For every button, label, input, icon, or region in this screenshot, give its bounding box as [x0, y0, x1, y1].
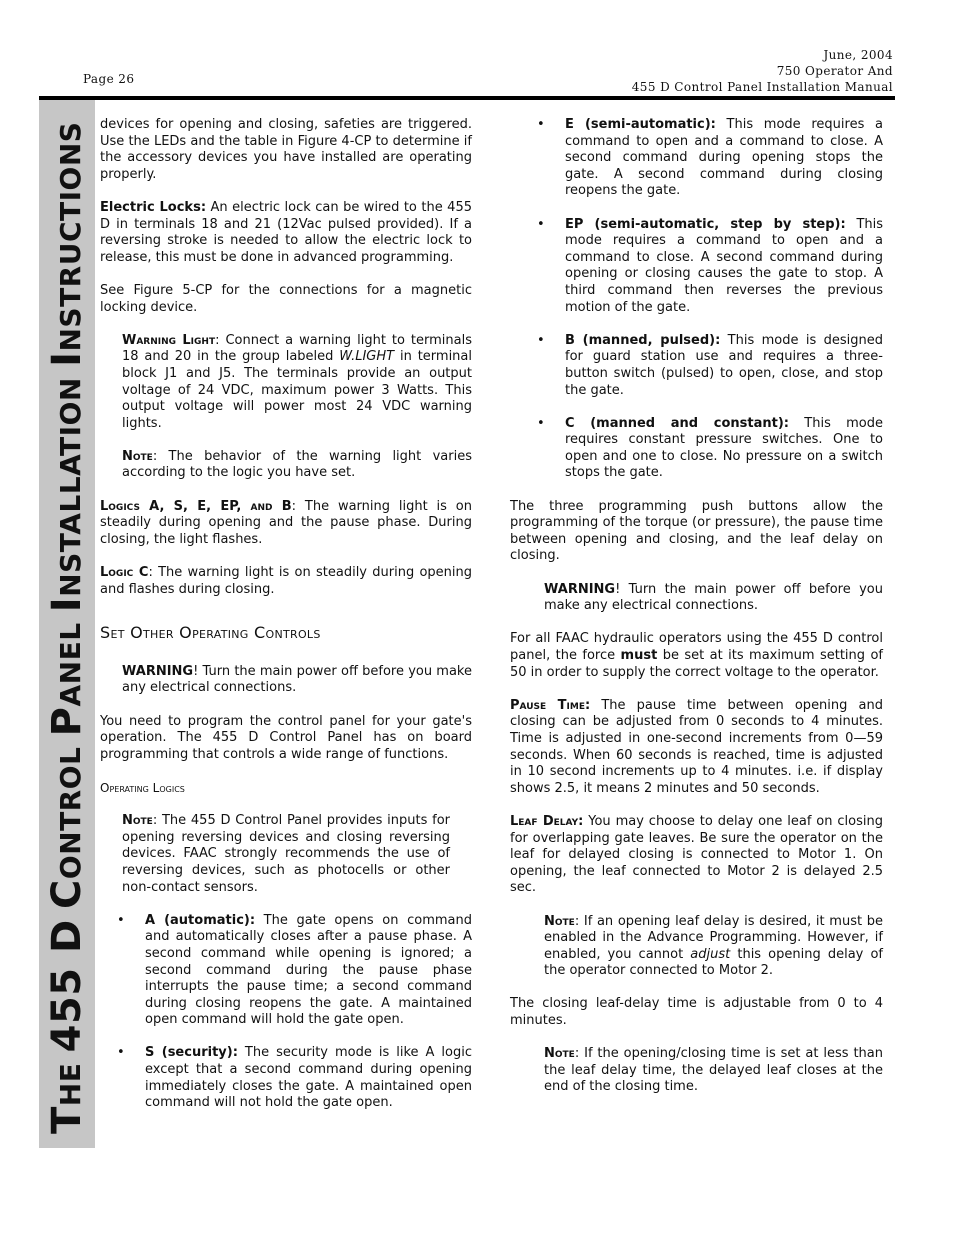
leaf-delay-paragraph: Leaf Delay: You may choose to delay one leaf on closing for overlapping gate leaves. Be sure the operator on the leaf for delayed closing is connected to Motor 1. On opening, the leaf connected to Motor 2 is delayed 2.5 sec.	[510, 813, 883, 896]
bullet-icon: •	[537, 117, 545, 132]
list-item: • EP (semi-automatic, step by step): This mode requires a command to open and a command to close. A second command during opening or closing causes the gate to stop. A third command then reverses the previous motion of the gate.	[537, 216, 884, 315]
list-item: • E (semi-automatic): This mode requires a command to open and a command to close. A second command during opening stops the gate. A second command during closing reopens the gate.	[537, 117, 884, 199]
list-item: • S (security): The security mode is like A logic except that a second command during opening immediately closes the gate. A maintained open command will not hold the gate open.	[117, 1045, 472, 1111]
warning: WARNING! Turn the main power off before you make any electrical connections.	[544, 581, 883, 614]
right-column	[510, 117, 883, 1113]
side-title: THE 455 D CONTROL PANEL INSTALLATION INSTRUCTIONS	[44, 121, 90, 1134]
paragraph-force: For all FAAC hydraulic operators using the 455 D control panel, the force must be set at its maximum setting of 50 in order to supply the correct voltage to the operator.	[510, 631, 883, 680]
paragraph: The closing leaf-delay time is adjustable from 0 to 4 minutes.	[510, 996, 883, 1029]
bullet-icon: •	[117, 912, 125, 928]
list-item: • C (manned and constant): This mode requires constant pressure switches. One to open and one to close. No pressure on a switch stops the gate.	[537, 415, 883, 481]
left-column	[100, 117, 472, 1128]
paragraph: The three programming push buttons allow the programming of the torque (or pressure), the pause time between opening and closing, and the leaf delay on closing.	[510, 498, 883, 564]
paragraph: See Figure 5-CP for the connections for a magnetic locking device.	[100, 282, 472, 315]
warning-light-paragraph: Warning Light: Connect a warning light to terminals 18 and 20 in the group labeled W.LIGHT in terminal block J1 and J5. The terminals provide an output voltage of 24 VDC, maximum power 3 Watts. This output voltage will power most 24 VDC warning lights.	[122, 332, 472, 431]
header-line-2: 750 Operator And	[776, 64, 893, 78]
note: Note: The 455 D Control Panel provides inputs for opening reversing devices and closing reversing devices. FAAC strongly recommends the use of reversing devices, such as photocells or other non-contact sensors.	[122, 813, 450, 895]
paragraph: You need to program the control panel for your gate's operation. The 455 D Control Panel has on board programming that controls a wide range of functions.	[100, 713, 472, 762]
list-item: • A (automatic): The gate opens on command and automatically closes after a pause phase. A second command while opening is ignored; a second command during the pause phase interrupts the pause time; a second command during closing reopens the gate. A maintained open command will hold the gate open.	[117, 912, 472, 1028]
header-line-3: 455 D Control Panel Installation Manual	[631, 80, 893, 94]
page-number: Page 26	[83, 72, 135, 86]
bullet-icon: •	[537, 332, 545, 348]
subheading: Operating Logics	[100, 780, 185, 795]
note: Note: The behavior of the warning light varies according to the logic you have set.	[122, 448, 472, 481]
bullet-icon: •	[537, 415, 545, 431]
note: Note: If an opening leaf delay is desired, it must be enabled in the Advance Programming. However, if enabled, you cannot adjust this opening delay of the operator connected to Motor 2.	[544, 913, 883, 979]
header-date: June, 2004	[823, 48, 893, 62]
paragraph: devices for opening and closing, safeties are triggered. Use the LEDs and the table in Figure 4-CP to determine if the accessory devices you have installed are operating properly.	[100, 117, 472, 182]
header-rule	[39, 96, 895, 100]
logic-c-paragraph: Logic C: The warning light is on steadily during opening and flashes during closing.	[100, 565, 472, 597]
note: Note: If the opening/closing time is set at less than the leaf delay time, the delayed leaf closes at the end of the closing time.	[544, 1046, 883, 1095]
running-header	[632, 47, 893, 95]
bullet-icon: •	[117, 1045, 125, 1061]
logics-paragraph: Logics A, S, E, EP, and B: The warning light is on steadily during opening and the pause phase. During closing, the light flashes.	[100, 498, 472, 547]
pause-time-paragraph: Pause Time: The pause time between opening and closing can be adjusted from 0 seconds to 4 minutes. Time is adjusted in one-second increments from 0—59 seconds. When 60 seconds is reached, time is adjusted in 10 second increments up to 4 minutes. i.e. if display shows 2.5, it means 2 minutes and 50 seconds.	[510, 697, 883, 796]
section-heading: Set Other Operating Controls	[100, 623, 321, 643]
bullet-icon: •	[537, 216, 545, 232]
list-item: • B (manned, pulsed): This mode is designed for guard station use and requires a three-button switch (pulsed) to open, close, and stop the gate.	[537, 332, 883, 398]
paragraph-electric-locks: Electric Locks: An electric lock can be wired to the 455 D in terminals 18 and 21 (12Vac pulsed provided). If a reversing stroke is needed to allow the electric lock to release, this must be done in advanced programming.	[100, 199, 472, 265]
warning: WARNING! Turn the main power off before you make any electrical connections.	[122, 663, 472, 696]
